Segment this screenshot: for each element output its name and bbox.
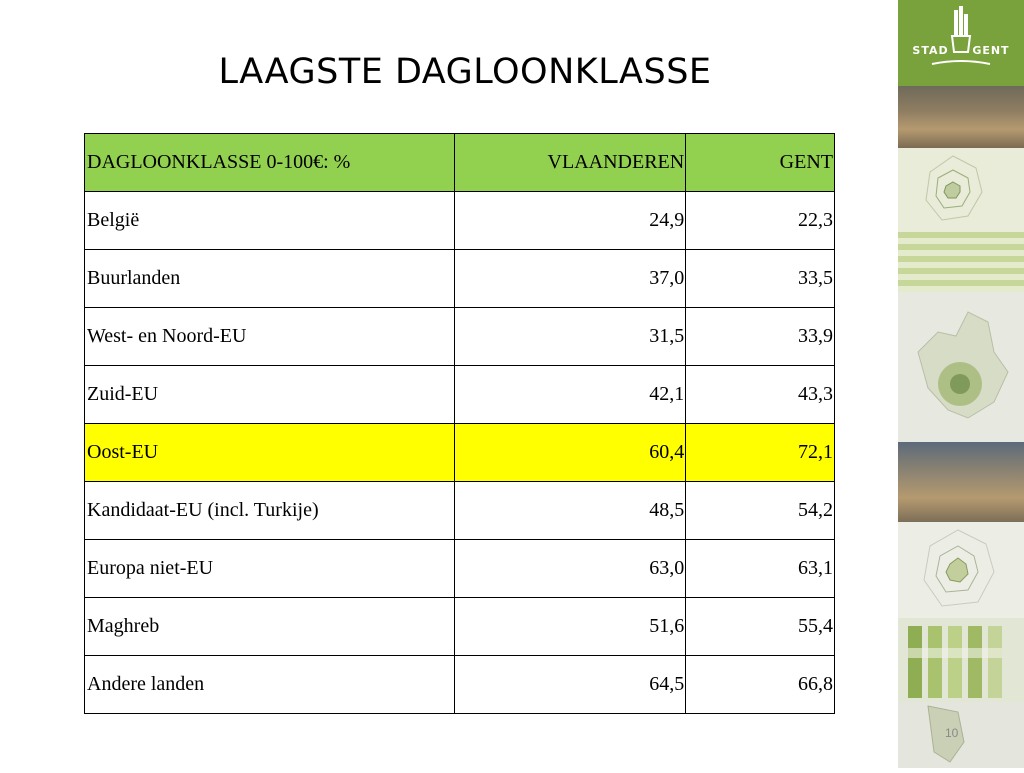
gent-cell: 33,9: [686, 308, 835, 366]
table-row: [85, 308, 835, 366]
vlaanderen-cell: 31,5: [455, 308, 686, 366]
gent-cell: 63,1: [686, 540, 835, 598]
vlaanderen-cell: 48,5: [455, 482, 686, 540]
header-cell-category: DAGLOONKLASSE 0-100€: %: [85, 134, 455, 192]
gent-cell: 66,8: [686, 656, 835, 714]
vlaanderen-cell: 24,9: [455, 192, 686, 250]
gent-cell: 72,1: [686, 424, 835, 482]
region-cell: België: [85, 192, 455, 250]
data-table: [84, 133, 835, 714]
radar-chart-thumbnail-2: [898, 522, 1024, 618]
gent-cell: 43,3: [686, 366, 835, 424]
region-cell: Zuid-EU: [85, 366, 455, 424]
slide-title: LAAGSTE DAGLOONKLASSE: [218, 52, 712, 92]
decorative-sidebar: [898, 0, 1024, 768]
vlaanderen-cell: 51,6: [455, 598, 686, 656]
logo-text: [898, 44, 1024, 57]
logo-text-gent: GENT: [972, 44, 1010, 57]
building-photo-thumbnail: [898, 442, 1024, 522]
gent-cell: 55,4: [686, 598, 835, 656]
table-row: [85, 366, 835, 424]
header-cell-gent: GENT: [686, 134, 835, 192]
gent-cell: 22,3: [686, 192, 835, 250]
vlaanderen-cell: 64,5: [455, 656, 686, 714]
region-cell: Buurlanden: [85, 250, 455, 308]
table-row: [85, 250, 835, 308]
radar-chart-thumbnail: [898, 148, 1024, 232]
region-cell: Maghreb: [85, 598, 455, 656]
table-row: [85, 540, 835, 598]
gent-cell: 54,2: [686, 482, 835, 540]
table-thumbnail: [898, 232, 1024, 292]
map-thumbnail-2: [898, 702, 1024, 768]
page-number: 10: [945, 726, 959, 740]
vlaanderen-cell: 60,4: [455, 424, 686, 482]
table-row-highlighted: [85, 424, 835, 482]
logo-text-stad: STAD: [912, 44, 949, 57]
bar-chart-thumbnail: [898, 618, 1024, 702]
map-thumbnail: [898, 292, 1024, 442]
header-cell-vlaanderen: VLAANDEREN: [455, 134, 686, 192]
table-row: [85, 482, 835, 540]
stad-gent-logo: [898, 0, 1024, 86]
region-cell: Andere landen: [85, 656, 455, 714]
table-row: [85, 598, 835, 656]
table-row: [85, 192, 835, 250]
region-cell: West- en Noord-EU: [85, 308, 455, 366]
vlaanderen-cell: 42,1: [455, 366, 686, 424]
gent-cell: 33,5: [686, 250, 835, 308]
table-row: [85, 656, 835, 714]
city-skyline-icon: [898, 0, 1024, 86]
region-cell: Oost-EU: [85, 424, 455, 482]
vlaanderen-cell: 37,0: [455, 250, 686, 308]
table-header-row: [85, 134, 835, 192]
region-cell: Kandidaat-EU (incl. Turkije): [85, 482, 455, 540]
region-cell: Europa niet-EU: [85, 540, 455, 598]
city-photo-thumbnail: [898, 86, 1024, 148]
vlaanderen-cell: 63,0: [455, 540, 686, 598]
